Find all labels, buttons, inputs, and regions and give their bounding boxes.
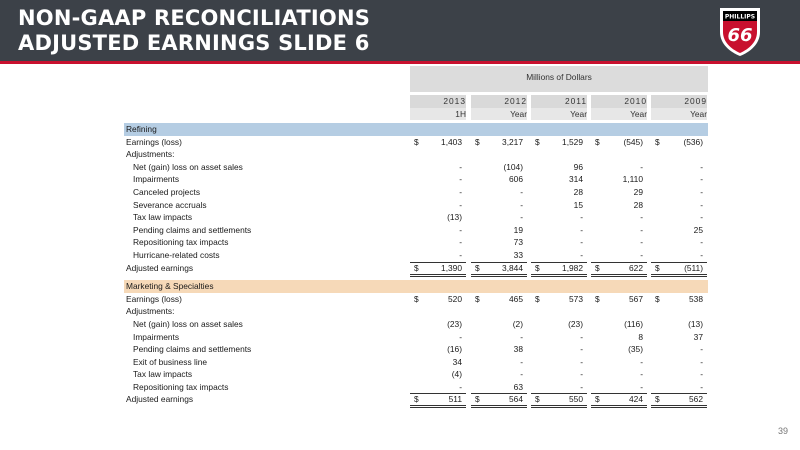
currency-symbol: $ xyxy=(414,262,419,273)
phillips66-logo xyxy=(716,4,764,58)
value-cell: - xyxy=(640,161,643,172)
value-cell: - xyxy=(700,212,703,223)
table-row xyxy=(124,393,708,406)
value-cell xyxy=(591,305,643,318)
value-cell: (4) xyxy=(451,369,462,380)
value-cell: - xyxy=(700,186,703,197)
value-cell xyxy=(591,148,643,161)
row-label: Net (gain) loss on asset sales xyxy=(133,161,243,172)
slide-title xyxy=(18,6,370,56)
period-header-2011: Year xyxy=(531,108,587,120)
value-cell: - xyxy=(520,186,523,197)
total-underline xyxy=(651,393,707,408)
row-label: Repositioning tax impacts xyxy=(133,381,229,392)
value-cell: - xyxy=(459,161,462,172)
row-label: Adjustments: xyxy=(126,306,175,317)
row-label: Exit of business line xyxy=(133,356,208,367)
value-cell: (23) xyxy=(568,318,583,329)
value-cell: 1,110 xyxy=(622,174,643,185)
value-cell: - xyxy=(580,381,583,392)
value-cell: 1,390 xyxy=(441,262,462,273)
value-cell: - xyxy=(580,331,583,342)
value-cell: - xyxy=(700,237,703,248)
table-row xyxy=(124,186,708,199)
period-header-2009: Year xyxy=(651,108,707,120)
period-header-2010: Year xyxy=(591,108,647,120)
total-underline xyxy=(531,262,587,277)
year-header-2013: 2013 xyxy=(410,95,466,108)
section-header xyxy=(124,280,708,293)
table-row xyxy=(124,161,708,174)
value-cell: - xyxy=(520,199,523,210)
year-header-band xyxy=(410,95,708,120)
table-row xyxy=(124,224,708,237)
value-cell: 38 xyxy=(513,344,523,355)
table-row xyxy=(124,356,708,369)
value-cell: 1,529 xyxy=(562,136,583,147)
currency-symbol: $ xyxy=(655,262,660,273)
value-cell: 33 xyxy=(513,249,523,260)
value-cell: 538 xyxy=(689,293,703,304)
value-cell: - xyxy=(580,212,583,223)
currency-symbol: $ xyxy=(655,293,660,304)
value-cell: 34 xyxy=(452,356,462,367)
value-cell: 3,217 xyxy=(502,136,523,147)
value-cell: 73 xyxy=(513,237,523,248)
currency-symbol: $ xyxy=(475,394,480,405)
value-cell: (545) xyxy=(623,136,643,147)
table-row xyxy=(124,331,708,344)
value-cell: 19 xyxy=(513,224,523,235)
table-row xyxy=(124,343,708,356)
currency-symbol: $ xyxy=(475,262,480,273)
total-underline xyxy=(471,393,527,408)
section-header xyxy=(124,123,708,136)
currency-symbol: $ xyxy=(414,394,419,405)
currency-symbol: $ xyxy=(414,293,419,304)
row-label: Impairments xyxy=(133,331,180,342)
value-cell: - xyxy=(700,369,703,380)
page-number: 39 xyxy=(777,426,788,436)
value-cell: - xyxy=(700,161,703,172)
currency-symbol: $ xyxy=(535,293,540,304)
row-label: Adjusted earnings xyxy=(126,262,194,273)
value-cell: - xyxy=(640,224,643,235)
section-title: Refining xyxy=(126,124,157,134)
value-cell: - xyxy=(640,249,643,260)
table-row xyxy=(124,318,708,331)
value-cell: - xyxy=(459,199,462,210)
value-cell: 15 xyxy=(573,199,583,210)
total-underline xyxy=(591,393,647,408)
currency-symbol: $ xyxy=(595,262,600,273)
value-cell: - xyxy=(459,237,462,248)
value-cell: (116) xyxy=(624,318,643,329)
value-cell: 37 xyxy=(693,331,703,342)
value-cell: 511 xyxy=(448,394,462,405)
value-cell: - xyxy=(580,369,583,380)
value-cell: 550 xyxy=(569,394,583,405)
total-underline xyxy=(591,262,647,277)
table-row xyxy=(124,262,708,275)
row-label: Pending claims and settlements xyxy=(133,344,252,355)
table-row xyxy=(124,293,708,306)
row-label: Net (gain) loss on asset sales xyxy=(133,318,243,329)
table-row xyxy=(124,148,708,161)
currency-symbol: $ xyxy=(535,394,540,405)
header-accent-line xyxy=(0,61,800,64)
row-label: Severance accruals xyxy=(133,199,207,210)
row-label: Tax law impacts xyxy=(133,212,193,223)
row-label: Pending claims and settlements xyxy=(133,224,252,235)
value-cell: - xyxy=(640,381,643,392)
value-cell: - xyxy=(459,174,462,185)
currency-symbol: $ xyxy=(595,293,600,304)
total-underline xyxy=(410,262,466,277)
value-cell: 25 xyxy=(693,224,703,235)
value-cell: 606 xyxy=(509,174,523,185)
table-row xyxy=(124,173,708,186)
total-underline xyxy=(410,393,466,408)
year-header-2009: 2009 xyxy=(651,95,707,108)
value-cell: - xyxy=(580,356,583,367)
table-row xyxy=(124,381,708,394)
value-cell xyxy=(651,148,703,161)
table-row xyxy=(124,368,708,381)
row-label: Earnings (loss) xyxy=(126,136,182,147)
year-header-2012: 2012 xyxy=(471,95,527,108)
value-cell: (104) xyxy=(503,161,523,172)
table-row xyxy=(124,211,708,224)
value-cell: - xyxy=(520,369,523,380)
total-underline xyxy=(531,393,587,408)
units-header: Millions of Dollars xyxy=(410,66,708,92)
value-cell: - xyxy=(700,344,703,355)
value-cell: 28 xyxy=(573,186,583,197)
value-cell: (13) xyxy=(688,318,703,329)
value-cell: 3,844 xyxy=(502,262,523,273)
value-cell: (35) xyxy=(628,344,643,355)
value-cell xyxy=(410,305,462,318)
total-underline xyxy=(471,262,527,277)
value-cell: - xyxy=(700,356,703,367)
year-header-2010: 2010 xyxy=(591,95,647,108)
row-label: Earnings (loss) xyxy=(126,293,182,304)
row-label: Adjustments: xyxy=(126,149,175,160)
table-row xyxy=(124,236,708,249)
value-cell: (536) xyxy=(683,136,703,147)
value-cell: (2) xyxy=(512,318,523,329)
value-cell: 28 xyxy=(633,199,643,210)
value-cell: 1,982 xyxy=(562,262,583,273)
logo-text-main: 66 xyxy=(727,25,753,46)
value-cell: - xyxy=(459,331,462,342)
value-cell: - xyxy=(459,381,462,392)
logo-text-top: PHILLIPS xyxy=(724,13,756,21)
value-cell: 567 xyxy=(629,293,643,304)
value-cell: 573 xyxy=(569,293,583,304)
value-cell: - xyxy=(580,249,583,260)
row-label: Repositioning tax impacts xyxy=(133,237,229,248)
value-cell: 29 xyxy=(633,186,643,197)
row-label: Tax law impacts xyxy=(133,369,193,380)
value-cell: - xyxy=(700,174,703,185)
value-cell: 465 xyxy=(509,293,523,304)
currency-symbol: $ xyxy=(535,262,540,273)
currency-symbol: $ xyxy=(655,136,660,147)
table-row xyxy=(124,199,708,212)
row-label: Adjusted earnings xyxy=(126,394,194,405)
value-cell: 564 xyxy=(509,394,523,405)
value-cell xyxy=(410,148,462,161)
currency-symbol: $ xyxy=(595,394,600,405)
value-cell: - xyxy=(640,369,643,380)
row-label: Impairments xyxy=(133,174,180,185)
value-cell xyxy=(531,305,583,318)
value-cell: 63 xyxy=(513,381,523,392)
table-row xyxy=(124,136,708,149)
currency-symbol: $ xyxy=(655,394,660,405)
value-cell: - xyxy=(580,237,583,248)
title-line-1: NON-GAAP RECONCILIATIONS xyxy=(18,6,371,30)
value-cell: - xyxy=(700,381,703,392)
value-cell xyxy=(471,305,523,318)
value-cell: - xyxy=(520,212,523,223)
value-cell: (511) xyxy=(684,262,703,273)
value-cell: (13) xyxy=(447,212,462,223)
value-cell: (16) xyxy=(447,344,462,355)
value-cell xyxy=(471,148,523,161)
table-row xyxy=(124,249,708,262)
value-cell: 424 xyxy=(629,394,643,405)
value-cell: - xyxy=(640,237,643,248)
value-cell: 1,403 xyxy=(441,136,462,147)
row-label: Canceled projects xyxy=(133,186,201,197)
value-cell: 314 xyxy=(569,174,583,185)
value-cell: - xyxy=(459,186,462,197)
currency-symbol: $ xyxy=(535,136,540,147)
table-row xyxy=(124,305,708,318)
period-header-2012: Year xyxy=(471,108,527,120)
value-cell: 520 xyxy=(448,293,462,304)
value-cell: - xyxy=(459,249,462,260)
value-cell: - xyxy=(459,224,462,235)
value-cell: (23) xyxy=(447,318,462,329)
value-cell: - xyxy=(640,212,643,223)
total-underline xyxy=(651,262,707,277)
value-cell: - xyxy=(520,356,523,367)
title-line-2: ADJUSTED EARNINGS SLIDE 6 xyxy=(18,31,370,55)
currency-symbol: $ xyxy=(475,136,480,147)
value-cell: - xyxy=(700,199,703,210)
value-cell: - xyxy=(580,344,583,355)
slide-header xyxy=(0,0,800,61)
value-cell xyxy=(531,148,583,161)
period-header-2013: 1H xyxy=(410,108,466,120)
value-cell: 622 xyxy=(629,262,643,273)
value-cell: 96 xyxy=(573,161,583,172)
section-title: Marketing & Specialties xyxy=(126,281,214,292)
currency-symbol: $ xyxy=(475,293,480,304)
row-label: Hurricane-related costs xyxy=(133,249,220,260)
currency-symbol: $ xyxy=(414,136,419,147)
value-cell: 562 xyxy=(689,394,703,405)
value-cell: - xyxy=(580,224,583,235)
year-header-2011: 2011 xyxy=(531,95,587,108)
value-cell: - xyxy=(700,249,703,260)
value-cell: - xyxy=(640,356,643,367)
table-body xyxy=(124,123,708,406)
value-cell xyxy=(651,305,703,318)
currency-symbol: $ xyxy=(595,136,600,147)
value-cell: - xyxy=(520,331,523,342)
value-cell: 8 xyxy=(638,331,643,342)
